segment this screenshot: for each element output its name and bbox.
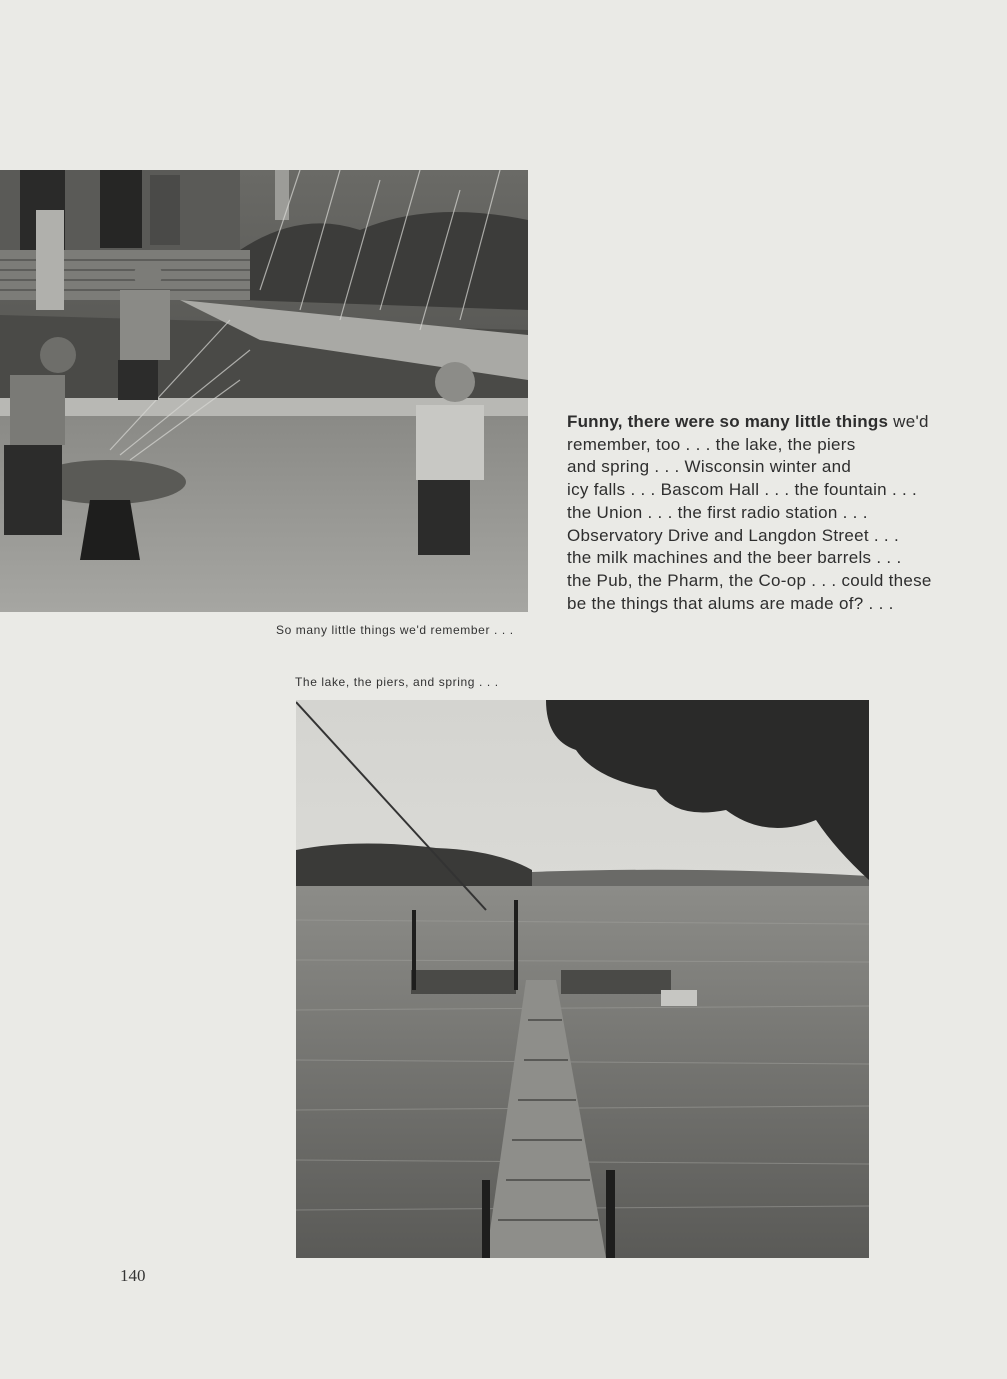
body-line-8: the Pub, the Pharm, the Co-op . . . could these <box>567 570 932 590</box>
lake-pier-photo <box>296 700 869 1258</box>
page-number: 140 <box>120 1266 146 1285</box>
body-line-1-rest: we'd <box>888 412 929 431</box>
body-line-1 <box>567 411 977 434</box>
body-line-3: and spring . . . Wisconsin winter and <box>567 457 852 477</box>
fountain-caption: So many little things we'd remember . . . <box>276 623 514 637</box>
body-line-2: remember, too . . . the lake, the piers <box>567 434 856 454</box>
body-line-9: be the things that alums are made of? . . . <box>567 593 894 613</box>
body-line-6: Observatory Drive and Langdon Street . . . <box>567 525 899 545</box>
fountain-photo <box>0 170 528 612</box>
body-line-4: icy falls . . . Bascom Hall . . . the fountain . . . <box>567 480 918 500</box>
body-line-5: the Union . . . the first radio station . . . <box>567 502 868 522</box>
lake-caption: The lake, the piers, and spring . . . <box>295 675 499 689</box>
body-text <box>567 411 977 615</box>
body-lead: Funny, there were so many little things <box>567 412 889 431</box>
body-line-7: the milk machines and the beer barrels . . . <box>567 548 902 568</box>
